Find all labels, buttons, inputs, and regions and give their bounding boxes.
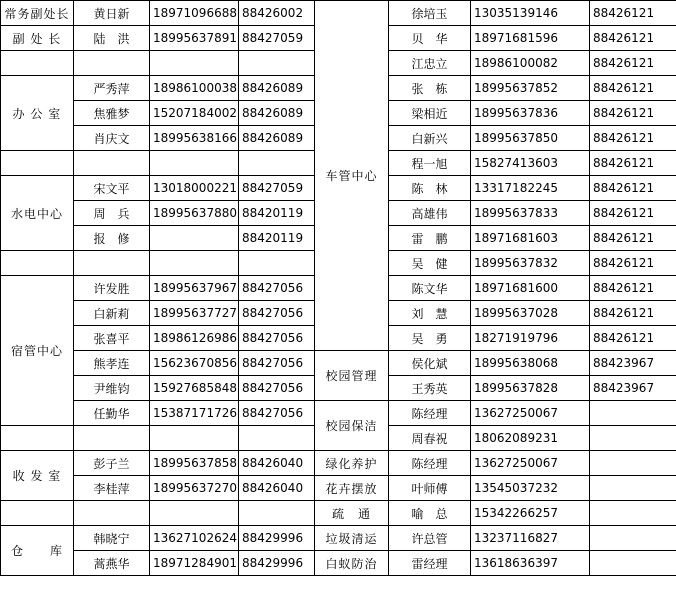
name-cell: 蒿燕华 — [74, 551, 150, 576]
name-cell: 王秀英 — [389, 376, 471, 401]
name-cell: 高雄伟 — [389, 201, 471, 226]
name-cell: 韩晓宁 — [74, 526, 150, 551]
name-cell: 彭子兰 — [74, 451, 150, 476]
phone-cell: 88427059 — [239, 176, 315, 201]
name-cell: 梁相近 — [389, 101, 471, 126]
table-row — [1, 1, 676, 26]
mobile-cell: 18062089231 — [471, 426, 590, 451]
department-cell: 校园管理 — [315, 351, 389, 401]
phone-cell — [239, 151, 315, 176]
department-cell: 花卉摆放 — [315, 476, 389, 501]
phone-cell: 88426089 — [239, 76, 315, 101]
phone-cell: 88426121 — [590, 51, 676, 76]
phone-cell: 88427056 — [239, 301, 315, 326]
phone-cell — [590, 401, 676, 426]
mobile-cell: 13627102624 — [150, 526, 239, 551]
phone-cell: 88427056 — [239, 326, 315, 351]
mobile-cell: 15387171726 — [150, 401, 239, 426]
name-cell: 许总管 — [389, 526, 471, 551]
department-cell: 车管中心 — [315, 1, 389, 351]
phone-cell: 88429996 — [239, 551, 315, 576]
mobile-cell: 18995637850 — [471, 126, 590, 151]
name-cell: 程一旭 — [389, 151, 471, 176]
phone-cell: 88426121 — [590, 76, 676, 101]
phone-cell: 88420119 — [239, 201, 315, 226]
department-cell — [1, 426, 74, 451]
name-cell: 贝 华 — [389, 26, 471, 51]
name-cell: 宋文平 — [74, 176, 150, 201]
mobile-cell: 18971681600 — [471, 276, 590, 301]
phone-cell: 88426121 — [590, 101, 676, 126]
department-cell: 绿化养护 — [315, 451, 389, 476]
mobile-cell: 13545037232 — [471, 476, 590, 501]
department-cell — [1, 51, 74, 76]
mobile-cell: 13317182245 — [471, 176, 590, 201]
phone-cell: 88420119 — [239, 226, 315, 251]
mobile-cell: 15927685848 — [150, 376, 239, 401]
table-row — [1, 401, 676, 426]
phone-cell: 88427056 — [239, 276, 315, 301]
table-row — [1, 551, 676, 576]
table-row — [1, 501, 676, 526]
mobile-cell — [150, 51, 239, 76]
name-cell: 李桂萍 — [74, 476, 150, 501]
mobile-cell: 13618636397 — [471, 551, 590, 576]
name-cell: 周春祝 — [389, 426, 471, 451]
table-row — [1, 351, 676, 376]
department-cell — [1, 501, 74, 526]
name-cell: 吴 勇 — [389, 326, 471, 351]
phone-cell: 88427056 — [239, 401, 315, 426]
phone-cell — [590, 501, 676, 526]
phone-cell: 88426121 — [590, 251, 676, 276]
name-cell: 张喜平 — [74, 326, 150, 351]
phone-cell — [590, 526, 676, 551]
name-cell: 张 栋 — [389, 76, 471, 101]
mobile-cell: 13627250067 — [471, 451, 590, 476]
phone-cell — [239, 501, 315, 526]
name-cell: 陈文华 — [389, 276, 471, 301]
mobile-cell: 15342266257 — [471, 501, 590, 526]
phone-cell: 88423967 — [590, 376, 676, 401]
phone-cell: 88426121 — [590, 276, 676, 301]
mobile-cell: 18995637880 — [150, 201, 239, 226]
mobile-cell: 18986100038 — [150, 76, 239, 101]
department-cell: 疏 通 — [315, 501, 389, 526]
mobile-cell: 13627250067 — [471, 401, 590, 426]
phone-cell: 88426121 — [590, 26, 676, 51]
department-cell: 办 公 室 — [1, 76, 74, 151]
name-cell: 陈经理 — [389, 451, 471, 476]
name-cell: 雷 鹏 — [389, 226, 471, 251]
phone-cell: 88427056 — [239, 351, 315, 376]
name-cell: 肖庆文 — [74, 126, 150, 151]
department-cell: 副 处 长 — [1, 26, 74, 51]
name-cell — [74, 501, 150, 526]
table-row — [1, 526, 676, 551]
department-cell: 收 发 室 — [1, 451, 74, 501]
table-row — [1, 476, 676, 501]
name-cell: 陈经理 — [389, 401, 471, 426]
mobile-cell: 13237116827 — [471, 526, 590, 551]
mobile-cell: 15827413603 — [471, 151, 590, 176]
department-cell: 宿管中心 — [1, 276, 74, 426]
phone-cell: 88426121 — [590, 301, 676, 326]
phone-cell: 88426002 — [239, 1, 315, 26]
name-cell: 刘 慧 — [389, 301, 471, 326]
name-cell: 白新兴 — [389, 126, 471, 151]
mobile-cell — [150, 426, 239, 451]
mobile-cell: 18995638068 — [471, 351, 590, 376]
phone-cell: 88426121 — [590, 176, 676, 201]
name-cell: 焦雅梦 — [74, 101, 150, 126]
name-cell: 吴 健 — [389, 251, 471, 276]
mobile-cell: 13035139146 — [471, 1, 590, 26]
mobile-cell: 15623670856 — [150, 351, 239, 376]
department-cell — [1, 251, 74, 276]
department-cell: 仓 库 — [1, 526, 74, 576]
phone-cell: 88426040 — [239, 451, 315, 476]
phone-cell: 88426089 — [239, 126, 315, 151]
mobile-cell: 18995637833 — [471, 201, 590, 226]
department-cell: 白蚁防治 — [315, 551, 389, 576]
mobile-cell: 18995637891 — [150, 26, 239, 51]
phone-cell — [590, 426, 676, 451]
name-cell: 报 修 — [74, 226, 150, 251]
mobile-cell: 18995637858 — [150, 451, 239, 476]
phone-cell: 88427059 — [239, 26, 315, 51]
phone-cell: 88426121 — [590, 201, 676, 226]
name-cell — [74, 426, 150, 451]
name-cell — [74, 251, 150, 276]
department-cell — [1, 151, 74, 176]
phone-cell: 88423967 — [590, 351, 676, 376]
name-cell: 喻 总 — [389, 501, 471, 526]
phone-cell: 88426121 — [590, 151, 676, 176]
name-cell: 尹维钧 — [74, 376, 150, 401]
mobile-cell: 18971284901 — [150, 551, 239, 576]
mobile-cell: 18995637727 — [150, 301, 239, 326]
name-cell — [74, 51, 150, 76]
phone-cell: 88426040 — [239, 476, 315, 501]
phone-cell — [239, 426, 315, 451]
department-cell: 水电中心 — [1, 176, 74, 251]
name-cell: 白新莉 — [74, 301, 150, 326]
name-cell: 徐培玉 — [389, 1, 471, 26]
mobile-cell: 18995637828 — [471, 376, 590, 401]
name-cell: 陈 林 — [389, 176, 471, 201]
mobile-cell: 18986126986 — [150, 326, 239, 351]
mobile-cell: 18995638166 — [150, 126, 239, 151]
mobile-cell: 18971681596 — [471, 26, 590, 51]
mobile-cell: 13018000221 — [150, 176, 239, 201]
phone-cell: 88426121 — [590, 126, 676, 151]
mobile-cell: 18971681603 — [471, 226, 590, 251]
phone-cell — [590, 451, 676, 476]
name-cell: 侯化斌 — [389, 351, 471, 376]
mobile-cell — [150, 251, 239, 276]
table-row — [1, 451, 676, 476]
name-cell — [74, 151, 150, 176]
department-cell: 垃圾清运 — [315, 526, 389, 551]
phone-cell — [590, 476, 676, 501]
mobile-cell: 18995637967 — [150, 276, 239, 301]
mobile-cell: 18271919796 — [471, 326, 590, 351]
phone-cell: 88429996 — [239, 526, 315, 551]
phone-cell — [590, 551, 676, 576]
mobile-cell: 18986100082 — [471, 51, 590, 76]
mobile-cell — [150, 226, 239, 251]
mobile-cell: 18995637836 — [471, 101, 590, 126]
phone-cell: 88426089 — [239, 101, 315, 126]
name-cell: 许发胜 — [74, 276, 150, 301]
phone-cell: 88426121 — [590, 226, 676, 251]
phone-cell: 88427056 — [239, 376, 315, 401]
mobile-cell: 18971096688 — [150, 1, 239, 26]
mobile-cell — [150, 501, 239, 526]
phone-cell — [239, 251, 315, 276]
name-cell: 熊孝连 — [74, 351, 150, 376]
name-cell: 江忠立 — [389, 51, 471, 76]
mobile-cell: 18995637270 — [150, 476, 239, 501]
department-cell: 校园保洁 — [315, 401, 389, 451]
phone-cell: 88426121 — [590, 1, 676, 26]
mobile-cell: 18995637832 — [471, 251, 590, 276]
name-cell: 任勤华 — [74, 401, 150, 426]
name-cell: 黄日新 — [74, 1, 150, 26]
phone-cell — [239, 51, 315, 76]
department-cell: 常务副处长 — [1, 1, 74, 26]
name-cell: 叶师傅 — [389, 476, 471, 501]
name-cell: 陆 洪 — [74, 26, 150, 51]
name-cell: 严秀萍 — [74, 76, 150, 101]
name-cell: 周 兵 — [74, 201, 150, 226]
mobile-cell: 18995637852 — [471, 76, 590, 101]
mobile-cell: 15207184002 — [150, 101, 239, 126]
phone-cell: 88426121 — [590, 326, 676, 351]
name-cell: 雷经理 — [389, 551, 471, 576]
mobile-cell — [150, 151, 239, 176]
mobile-cell: 18995637028 — [471, 301, 590, 326]
